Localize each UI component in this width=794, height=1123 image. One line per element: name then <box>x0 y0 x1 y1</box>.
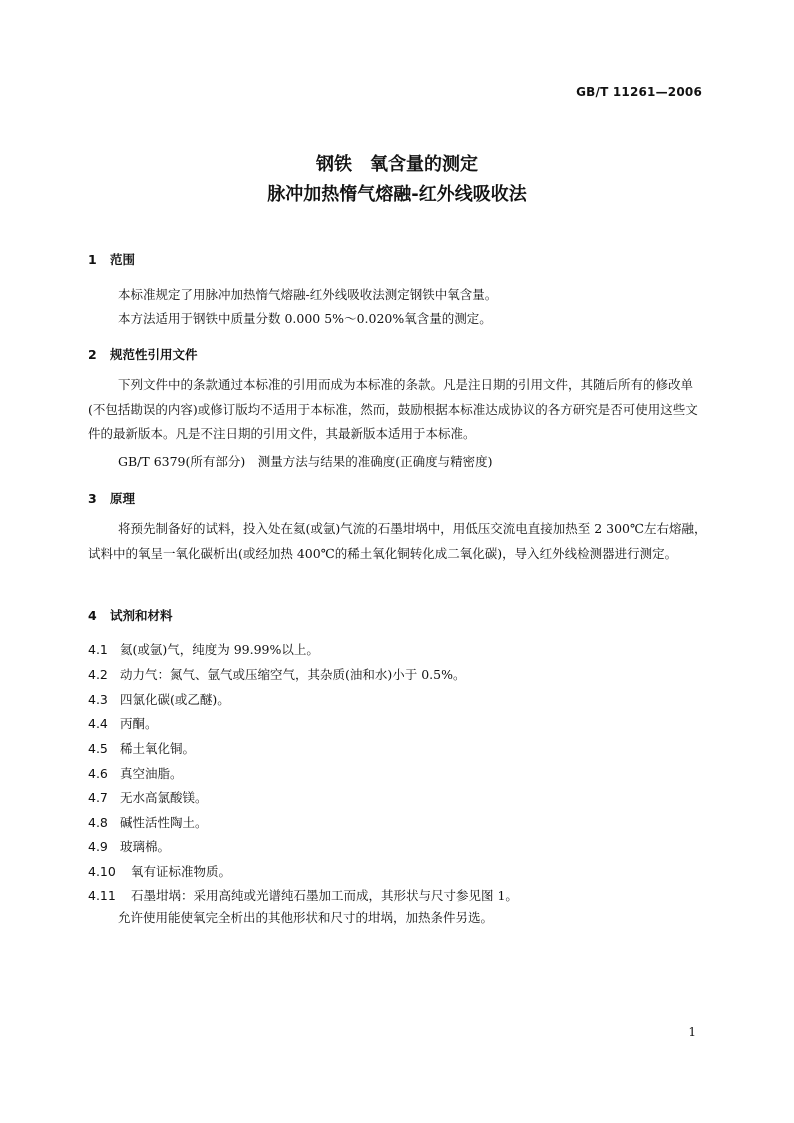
item-text: 丙酮。 <box>120 716 158 731</box>
paragraph-note: 允许使用能使氧完全析出的其他形状和尺寸的坩埚，加热条件另选。 <box>118 910 494 925</box>
list-item <box>88 837 170 855</box>
section-number: 3 <box>88 491 97 506</box>
section-number: 2 <box>88 347 97 362</box>
section-title: 范围 <box>110 252 136 267</box>
section-heading-principle <box>88 489 135 507</box>
document-title <box>0 150 794 210</box>
item-text: 氦(或氩)气，纯度为 99.99%以上。 <box>120 642 319 657</box>
item-number: 4.11 <box>88 888 116 903</box>
paragraph: 本方法适用于钢铁中质量分数 0.000 5%～0.020%氧含量的测定。 <box>118 311 492 326</box>
title-line-1: 钢铁 氧含量的测定 <box>316 154 478 175</box>
item-text: 石墨坩埚：采用高纯或光谱纯石墨加工而成，其形状与尺寸参见图 1。 <box>131 888 518 903</box>
list-item <box>88 886 518 904</box>
item-number: 4.2 <box>88 667 108 682</box>
item-text: 氧有证标准物质。 <box>131 864 232 879</box>
item-number: 4.7 <box>88 790 108 805</box>
list-item <box>88 640 319 658</box>
list-item <box>88 813 208 831</box>
item-text: 四氯化碳(或乙醚)。 <box>120 692 230 707</box>
section-title: 原理 <box>110 491 136 506</box>
list-item <box>88 690 230 708</box>
section-heading-references <box>88 345 198 363</box>
item-number: 4.6 <box>88 766 108 781</box>
item-number: 4.9 <box>88 839 108 854</box>
page-number: 1 <box>688 1025 696 1039</box>
item-text: 无水高氯酸镁。 <box>120 790 208 805</box>
section-title: 试剂和材料 <box>110 608 173 623</box>
paragraph: 本标准规定了用脉冲加热惰气熔融-红外线吸收法测定钢铁中氧含量。 <box>118 287 498 302</box>
list-item <box>88 739 195 757</box>
section-heading-reagents <box>88 606 173 624</box>
section-title: 规范性引用文件 <box>110 347 198 362</box>
section-number: 4 <box>88 608 97 623</box>
list-item <box>88 764 183 782</box>
title-line-2: 脉冲加热惰气熔融-红外线吸收法 <box>267 184 527 205</box>
list-item <box>88 862 231 880</box>
paragraph: 下列文件中的条款通过本标准的引用而成为本标准的条款。凡是注日期的引用文件，其随后所有的修改单(不包括勘误的内容)或修订版均不适用于本标准，然而，鼓励根据本标准达成协议的各方研究是否可使用这些文件的最新版本。凡是不注日期的引用文件，其最新版本适用于本标准。 <box>88 377 698 441</box>
item-number: 4.3 <box>88 692 108 707</box>
standard-code: GB/T 11261—2006 <box>576 85 702 99</box>
paragraph: 将预先制备好的试料，投入处在氦(或氩)气流的石墨坩埚中，用低压交流电直接加热至 2 300℃左右熔融，试料中的氧呈一氧化碳析出(或经加热 400℃的稀土氧化铜转化成二氧化碳)，导入红外线检测器进行测定。 <box>88 521 707 561</box>
list-item <box>88 665 466 683</box>
item-number: 4.5 <box>88 741 108 756</box>
item-text: 碱性活性陶土。 <box>120 815 208 830</box>
item-text: 玻璃棉。 <box>120 839 171 854</box>
item-number: 4.1 <box>88 642 108 657</box>
list-item <box>88 788 208 806</box>
item-text: 动力气：氮气、氩气或压缩空气，其杂质(油和水)小于 0.5%。 <box>120 667 466 682</box>
item-number: 4.4 <box>88 716 108 731</box>
item-text: 真空油脂。 <box>120 766 183 781</box>
item-number: 4.8 <box>88 815 108 830</box>
section-heading-scope <box>88 250 135 268</box>
item-text: 稀土氧化铜。 <box>120 741 196 756</box>
item-number: 4.10 <box>88 864 116 879</box>
section-number: 1 <box>88 252 97 267</box>
list-item <box>88 714 158 732</box>
reference-entry: GB/T 6379(所有部分) 测量方法与结果的准确度(正确度与精密度) <box>118 454 493 469</box>
